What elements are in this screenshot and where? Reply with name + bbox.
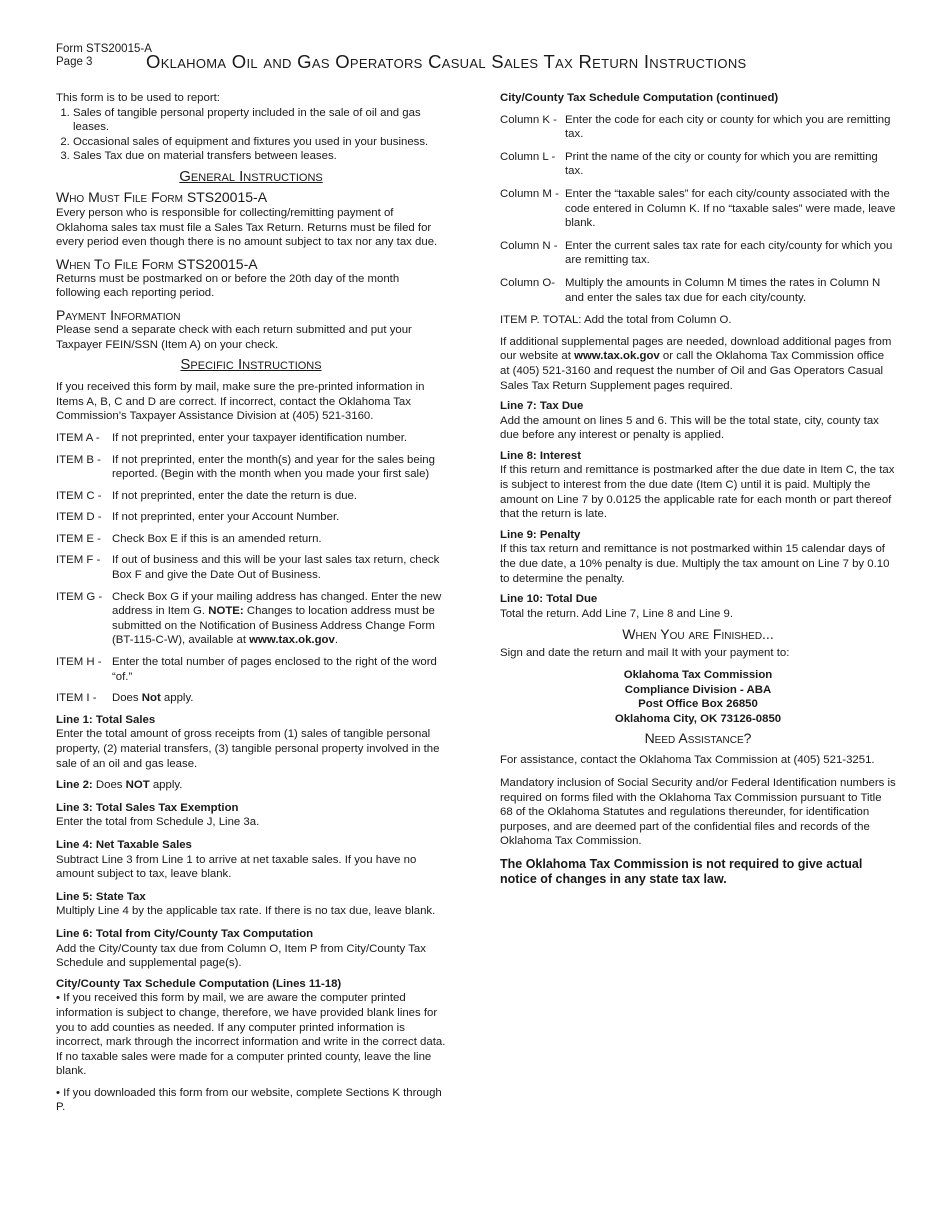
website-link: www.tax.ok.gov [249, 634, 335, 647]
line1-heading: Line 1: Total Sales [56, 713, 156, 726]
column-row [500, 187, 896, 231]
item-p-text: ITEM P. TOTAL: Add the total from Column O. [500, 314, 732, 327]
line1-text: Enter the total amount of gross receipts from (1) sales of tangible personal property, (2) material transfers, (3) tangible personal property involved in the sale of an oil and gas lease. [56, 728, 440, 770]
line4-text: Subtract Line 3 from Line 1 to arrive at net taxable sales. If you have no amount subject to tax, leave blank. [56, 853, 417, 881]
schedule-heading: City/County Tax Schedule Computation (Lines 11-18) [56, 977, 342, 990]
column-row [500, 150, 896, 179]
item-text: If not preprinted, enter the date the return is due. [112, 489, 358, 502]
column-key: Column L - [500, 150, 556, 163]
form-header [56, 43, 152, 68]
column-key: Column K - [500, 113, 557, 126]
column-text: Enter the “taxable sales” for each city/county associated with the code entered in Column K. If no “taxable sales” were made, leave blank. [565, 187, 896, 230]
line9-heading: Line 9: Penalty [500, 528, 581, 541]
item-key: ITEM E - [56, 532, 101, 545]
address-line: Compliance Division - ABA [624, 683, 772, 696]
item-key: ITEM F - [56, 554, 101, 567]
column-row [500, 239, 896, 268]
payment-info-text: Please send a separate check with each return submitted and put your Taxpayer FEIN/SSN (Item A) on your check. [56, 323, 412, 351]
line10-text: Total the return. Add Line 7, Line 8 and Line 9. [500, 607, 734, 620]
right-column [500, 91, 896, 888]
line6-text: Add the City/County tax due from Column O, Item P from City/County Tax Schedule and supplemental page(s). [56, 942, 426, 970]
schedule-bullet-1: • If you received this form by mail, we are aware the computer printed information is subject to change, therefore, we have provided blank lines for you to add counties as needed. If any computer printed information is incorrect, mark through the incorrect information and write in the correct data. If no taxable sales were made for a computer printed county, leave the line blank. [56, 992, 446, 1078]
item-key: ITEM A - [56, 431, 100, 444]
column-text: Enter the code for each city or county for which you are remitting tax. [565, 113, 891, 141]
general-instructions-heading: General Instructions [179, 167, 323, 185]
line6-heading: Line 6: Total from City/County Tax Computation [56, 927, 314, 940]
item-row [56, 691, 446, 706]
intro-list [56, 106, 446, 164]
column-row [500, 276, 896, 305]
intro-text: This form is to be used to report: [56, 92, 220, 104]
item-key: ITEM B - [56, 453, 101, 466]
item-row [56, 489, 446, 504]
item-row [56, 453, 446, 482]
column-key: Column M - [500, 187, 559, 200]
when-finished-text: Sign and date the return and mail It with your payment to: [500, 647, 790, 660]
schedule-bullet-2: • If you downloaded this form from our website, complete Sections K through P. [56, 1086, 442, 1114]
line10-heading: Line 10: Total Due [500, 593, 598, 606]
website-link: www.tax.ok.gov [574, 350, 660, 363]
item-text: Check Box E if this is an amended return. [112, 532, 322, 545]
line3-text: Enter the total from Schedule J, Line 3a. [56, 816, 260, 829]
line5-heading: Line 5: State Tax [56, 890, 146, 903]
column-key: Column O- [500, 276, 556, 289]
column-text: Enter the current sales tax rate for each city/county for which you are remitting tax. [565, 239, 893, 267]
item-row [56, 553, 446, 582]
payment-info-heading: Payment Information [56, 306, 181, 323]
item-row [56, 431, 446, 446]
schedule-continued-heading: City/County Tax Schedule Computation (continued) [500, 92, 779, 104]
column-text: Print the name of the city or county for which you are remitting tax. [565, 150, 878, 178]
line7-text: Add the amount on lines 5 and 6. This will be the total state, city, county tax due before any interest or penalty is applied. [500, 414, 879, 442]
left-column [56, 91, 446, 1115]
item-text: If not preprinted, enter the month(s) and year for the sales being reported. (Begin with the month when you made your first sale) [112, 453, 435, 481]
when-to-file-heading: When To File Form STS20015-A [56, 255, 258, 272]
line8-heading: Line 8: Interest [500, 449, 582, 462]
list-item: 1. Sales of tangible personal property included in the sale of oil and gas leases. [73, 106, 446, 135]
column-text: Multiply the amounts in Column M times the rates in Column N and enter the sales tax due for each city/county. [565, 276, 881, 304]
who-must-file-heading: Who Must File Form STS20015-A [56, 188, 268, 205]
item-text: If out of business and this will be your last sales tax return, check Box F and give the Date Out of Business. [112, 554, 440, 582]
item-text: If not preprinted, enter your Account Number. [112, 511, 340, 524]
address-line: Oklahoma City, OK 73126-0850 [614, 712, 782, 725]
form-id: Form STS20015-A [56, 43, 152, 55]
item-key: ITEM G - [56, 590, 103, 603]
address-line: Oklahoma Tax Commission [623, 669, 773, 681]
when-finished-heading: When You are Finished... [622, 626, 774, 643]
specific-intro-text: If you received this form by mail, make sure the pre-printed information in Items A, B, C and D are correct. If incorrect, contact the Oklahoma Tax Commission’s Taxpayer Assistance Division at (405) 521-3160. [56, 381, 425, 423]
item-key: ITEM H - [56, 656, 102, 669]
supplement-text: If additional supplemental pages are needed, download additional pages from our website at www.tax.ok.gov or call the Oklahoma Tax Commission office at (405) 521-3160 and request the number of Oil and Gas Operators Casual Sales Tax Return Supplement pages required. [500, 335, 892, 392]
need-assistance-heading: Need Assistance? [644, 730, 752, 747]
page-number: Page 3 [56, 55, 93, 68]
address-line: Post Office Box 26850 [638, 698, 758, 711]
when-to-file-text: Returns must be postmarked on or before the 20th day of the month following each reporting period. [56, 272, 400, 300]
item-text: Enter the total number of pages enclosed to the right of the word “of.” [112, 656, 437, 683]
line8-text: If this return and remittance is postmarked after the due date in Item C, the tax is subject to interest from the due date (Item C) until it is paid. Multiply the amount on Line 7 by 0.0125 the applicable rate for each month or part thereof that the return is late. [500, 464, 895, 521]
line7-heading: Line 7: Tax Due [500, 400, 584, 413]
item-text: Check Box G if your mailing address has changed. Enter the new address in Item G. NOTE: Changes to location address must be submitted on the Notification of Business Address Change Form (BT-115-C-W), available at www.tax.ok.gov. [112, 590, 442, 647]
line2-text: Line 2: Does NOT apply. [56, 779, 183, 792]
column-key: Column N - [500, 239, 558, 252]
assistance-text: For assistance, contact the Oklahoma Tax Commission at (405) 521-3251. [500, 754, 875, 767]
mandatory-text: Mandatory inclusion of Social Security and/or Federal Identification numbers is required on forms filed with the Oklahoma Tax Commission pursuant to Title 68 of the Oklahoma Statutes and regulations thereunder, for identification purposes, and are deemed part of the confidential files and records of the Oklahoma Tax Commission. [500, 776, 896, 848]
list-item: 2. Occasional sales of equipment and fixtures you used in your business. [73, 135, 446, 150]
closing-notice: The Oklahoma Tax Commission is not required to give actual notice of changes in any state tax law. [500, 856, 863, 887]
item-row [56, 590, 446, 648]
item-row [56, 510, 446, 525]
line3-heading: Line 3: Total Sales Tax Exemption [56, 801, 239, 814]
item-key: ITEM D - [56, 511, 102, 524]
item-text: Does Not apply. [112, 692, 194, 705]
line9-text: If this tax return and remittance is not postmarked within 15 calendar days of the due date, a 10% penalty is due. Multiply the tax amount on Line 7 by 0.10 to determine the penalty. [500, 543, 890, 585]
specific-instructions-heading: Specific Instructions [180, 356, 322, 374]
item-key: ITEM C - [56, 489, 102, 502]
line5-text: Multiply Line 4 by the applicable tax rate. If there is no tax due, leave blank. [56, 905, 436, 918]
item-row [56, 655, 446, 684]
item-row [56, 532, 446, 547]
item-text: If not preprinted, enter your taxpayer identification number. [112, 431, 408, 444]
line4-heading: Line 4: Net Taxable Sales [56, 838, 192, 851]
mailing-address [500, 668, 896, 726]
list-item: 3. Sales Tax due on material transfers between leases. [73, 149, 446, 164]
column-row [500, 113, 896, 142]
who-must-file-text: Every person who is responsible for collecting/remitting payment of Oklahoma sales tax must file a Sales Tax Return. Returns must be filed for every period even though there is no amount subject to tax nor any tax due. [56, 206, 438, 249]
page-title: Oklahoma Oil and Gas Operators Casual Sales Tax Return Instructions [146, 51, 747, 72]
item-key: ITEM I - [56, 692, 97, 705]
